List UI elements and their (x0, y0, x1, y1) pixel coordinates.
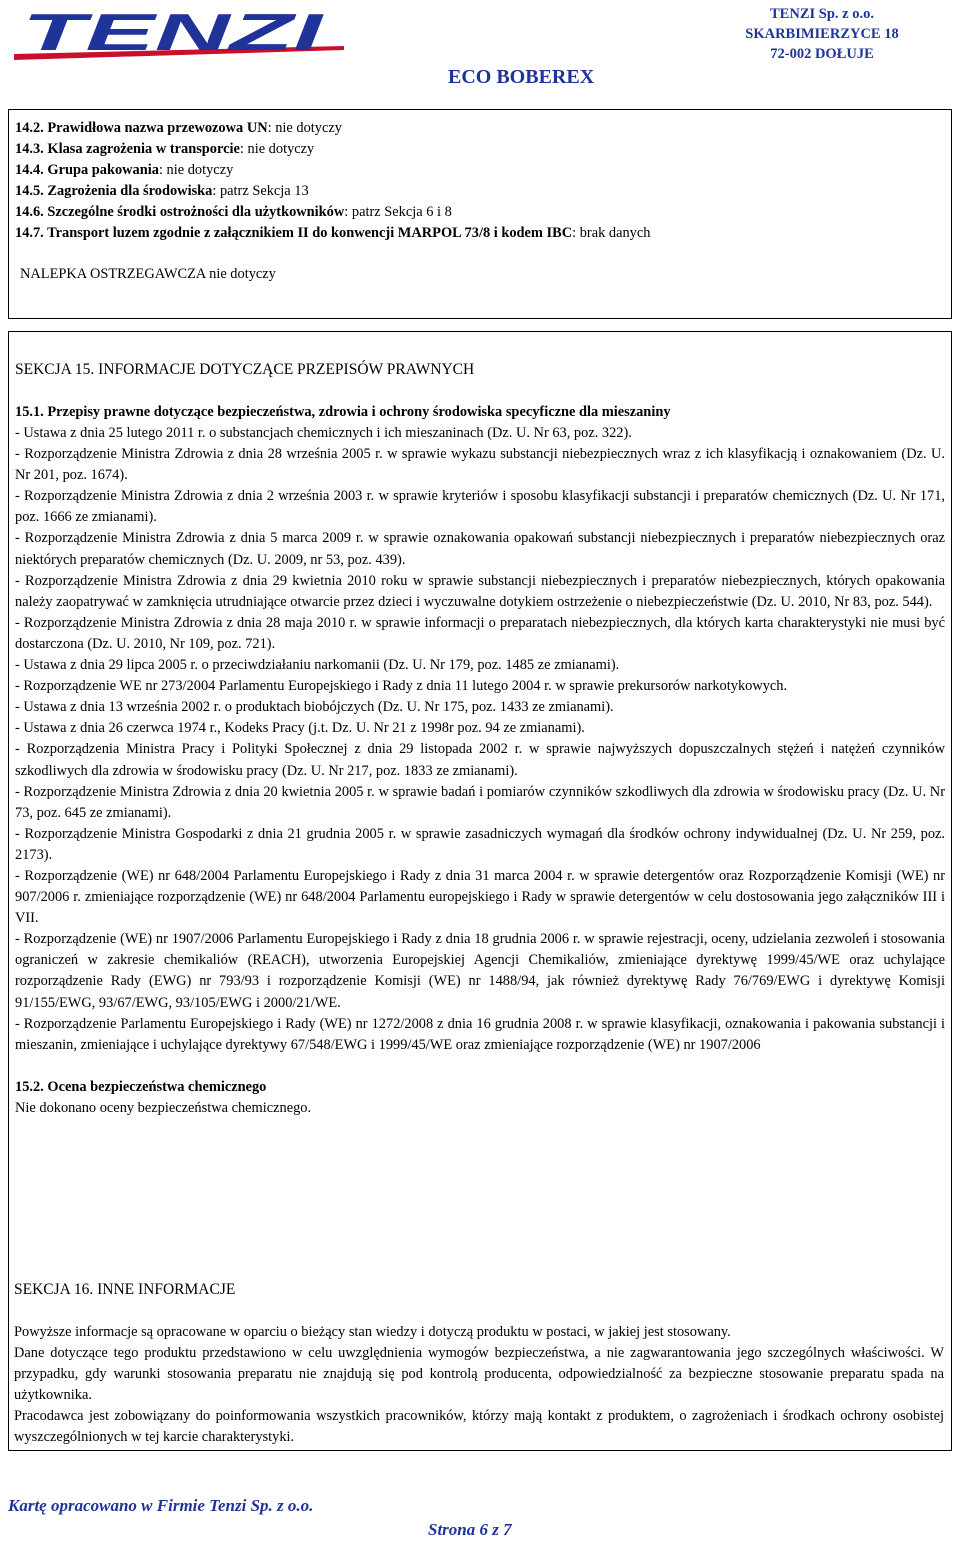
regulation-item: - Rozporządzenie Ministra Zdrowia z dnia 2 września 2003 r. w sprawie kryteriów i sposobu klasyfikacji substancji i preparatów chemicznych (Dz. U. Nr 171, poz. 1666 ze zmianami). (15, 488, 945, 526)
paragraph: Pracodawca jest zobowiązany do poinformowania wszystkich pracowników, którzy mają kontakt z produktem, o zagrożeniach i środkach ochrony osobistej wyszczególnionych w tej karcie charakterystyki. (14, 1408, 944, 1446)
product-name: ECO BOBEREX (448, 66, 595, 88)
section-16-text (14, 1322, 944, 1449)
company-line: SKARBIMIERZYCE 18 (745, 26, 899, 42)
regulation-item: - Ustawa z dnia 25 lutego 2011 r. o substancjach chemicznych i ich mieszaninach (Dz. U. Nr 63, poz. 322). (15, 425, 632, 441)
page-header (0, 0, 960, 108)
regulation-item: - Rozporządzenia Ministra Pracy i Polityki Społecznej z dnia 29 listopada 2002 r. w sprawie najwyższych dopuszczalnych stężeń i natężeń czynników szkodliwych dla zdrowia w środowisku pracy (Dz. U. Nr 217, poz. 1833 ze zmianami). (15, 741, 945, 779)
page-number: Strona 6 z 7 (428, 1520, 512, 1539)
subsection-15-2-text: Nie dokonano oceny bezpieczeństwa chemicznego. (15, 1099, 312, 1116)
regulation-item: - Ustawa z dnia 29 lipca 2005 r. o przeciwdziałaniu narkomanii (Dz. U. Nr 179, poz. 1485 ze zmianami). (15, 657, 620, 674)
regulation-item: - Rozporządzenie Parlamentu Europejskiego i Rady (WE) nr 1272/2008 z dnia 16 grudnia 2008 r. w sprawie klasyfikacji, oznakowania i pakowania substancji i mieszanin, zmieniające i uchylające dyrektywy 67/548/EWG i 1999/45/WE oraz zmieniające rozporządzenie (WE) nr 1907/2006 (15, 1015, 945, 1053)
svg-text:TENZI: TENZI (22, 6, 326, 62)
transport-item: 14.5. Zagrożenia dla środowiska: patrz Sekcja 13 (15, 183, 309, 199)
regulation-item: - Rozporządzenie Ministra Zdrowia z dnia 29 kwietnia 2010 roku w sprawie substancji niebezpiecznych i preparatów niebezpiecznych, których opakowania należy zaopatrywać w zamknięcia utrudniające otwarcie przez dzieci i wyczuwalne dotykiem ostrzeżenie o niebezpieczeństwie (Dz. U. 2010, Nr 83, poz. 544). (15, 572, 945, 610)
regulation-item: - Ustawa z dnia 26 czerwca 1974 r., Kodeks Pracy (j.t. Dz. U. Nr 21 z 1998r poz. 94 ze zmianami). (15, 720, 585, 737)
regulation-item: - Rozporządzenie (WE) nr 1907/2006 Parlamentu Europejskiego i Rady z dnia 18 grudnia 2006 r. w sprawie rejestracji, oceny, udzielania zezwoleń i stosowania ograniczeń w zakresie chemikaliów (REACH), utworzenia Europejskiej Agencji Chemikaliów, zmieniające dyrektywę 1999/45/WE oraz uchylające rozporządzenie Rady (EWG) nr 793/93 i rozporządzenie Komisji (WE) nr 1488/94, jak również dyrektywę Rady 76/769/EWG i dyrektywę Komisji 91/155/EWG, 93/67/EWG, 93/105/EWG i 2000/21/WE. (15, 931, 945, 1011)
regulation-item: - Ustawa z dnia 13 września 2002 r. o produktach biobójczych (Dz. U. Nr 175, poz. 1433 ze zmianami). (15, 699, 614, 716)
regulation-item: - Rozporządzenie (WE) nr 648/2004 Parlamentu Europejskiego i Rady z dnia 31 marca 2004 r. w sprawie detergentów oraz Rozporządzenie Komisji (WE) nr 907/2006 r. zmieniające rozporządzenie (WE) nr 648/2004 Parlamentu europejskiego i Rady w sprawie detergentów w celu dostosowania jego załączników III i VII. (15, 867, 945, 927)
company-line: TENZI Sp. z o.o. (770, 6, 874, 22)
regulation-item: - Rozporządzenie Ministra Zdrowia z dnia 5 marca 2009 r. w sprawie oznakowania opakowań substancji niebezpiecznych i preparatów niebezpiecznych oraz niektórych preparatów chemicznych (Dz. U. 2009, nr 53, poz. 439). (15, 530, 945, 568)
tenzi-logo-graphic (14, 6, 344, 64)
regulation-item: - Rozporządzenie Ministra Zdrowia z dnia 28 września 2005 r. w sprawie wykazu substancji niebezpiecznych wraz z ich klasyfikacją i oznakowaniem (Dz. U. Nr 201, poz. 1674). (15, 446, 945, 484)
transport-item: 14.3. Klasa zagrożenia w transporcie: nie dotyczy (15, 141, 315, 157)
paragraph: Dane dotyczące tego produktu przedstawiono w celu uwzględnienia wymogów bezpieczeństwa, a nie zagwarantowania jego szczególnych właściwości. W przypadku, gdy warunki stosowania preparatu nie znajdują się pod kontrolą producenta, odpowiedzialność za bezpieczne stosowanie preparatu spada na użytkownika. (14, 1345, 944, 1404)
tenzi-logo (14, 6, 344, 69)
company-line: 72-002 DOŁUJE (770, 46, 874, 62)
section-15-title: SEKCJA 15. INFORMACJE DOTYCZĄCE PRZEPISÓW PRAWNYCH (15, 361, 475, 378)
regulation-item: - Rozporządzenie Ministra Gospodarki z dnia 21 grudnia 2005 r. w sprawie zasadniczych wymagań dla środków ochrony indywidualnej (Dz. U. Nr 259, poz. 2173). (15, 825, 945, 863)
section-16-title: SEKCJA 16. INNE INFORMACJE (14, 1281, 236, 1298)
regulations-list (15, 423, 945, 1119)
regulation-item: - Rozporządzenie Ministra Zdrowia z dnia 28 maja 2010 r. w sprawie informacji o preparatach niebezpiecznych, dla których karta charakterystyki nie musi być dostarczona (Dz. U. 2010, Nr 109, poz. 721). (15, 614, 945, 652)
prepared-by: Kartę opracowano w Firmie Tenzi Sp. z o.o. (8, 1496, 314, 1515)
transport-item: 14.4. Grupa pakowania: nie dotyczy (15, 162, 234, 178)
regulation-item: - Rozporządzenie WE nr 273/2004 Parlamentu Europejskiego i Rady z dnia 11 lutego 2004 r. w sprawie prekursorów narkotykowych. (15, 678, 788, 695)
spacer (15, 1056, 945, 1077)
subsection-15-1-title: 15.1. Przepisy prawne dotyczące bezpieczeństwa, zdrowia i ochrony środowiska specyficzne dla mieszaniny (15, 404, 671, 420)
section-14-box (8, 109, 952, 319)
transport-item: 14.7. Transport luzem zgodnie z załącznikiem II do konwencji MARPOL 73/8 i kodem IBC: brak danych (15, 225, 651, 241)
transport-item: 14.2. Prawidłowa nazwa przewozowa UN: nie dotyczy (15, 120, 342, 136)
subsection-15-2-title: 15.2. Ocena bezpieczeństwa chemicznego (15, 1078, 267, 1095)
regulation-item: - Rozporządzenie Ministra Zdrowia z dnia 20 kwietnia 2005 r. w sprawie badań i pomiarów czynników szkodliwych dla zdrowia w środowisku pracy (Dz. U. Nr 73, poz. 645 ze zmianami). (15, 783, 945, 821)
transport-item: 14.6. Szczególne środki ostrożności dla użytkowników: patrz Sekcja 6 i 8 (15, 204, 452, 220)
company-address (702, 4, 942, 64)
paragraph: Powyższe informacje są opracowane w oparciu o bieżący stan wiedzy i dotyczą produktu w postaci, w jakiej jest stosowany. (14, 1324, 731, 1340)
warning-label-line: NALEPKA OSTRZEGAWCZA nie dotyczy (20, 266, 276, 282)
